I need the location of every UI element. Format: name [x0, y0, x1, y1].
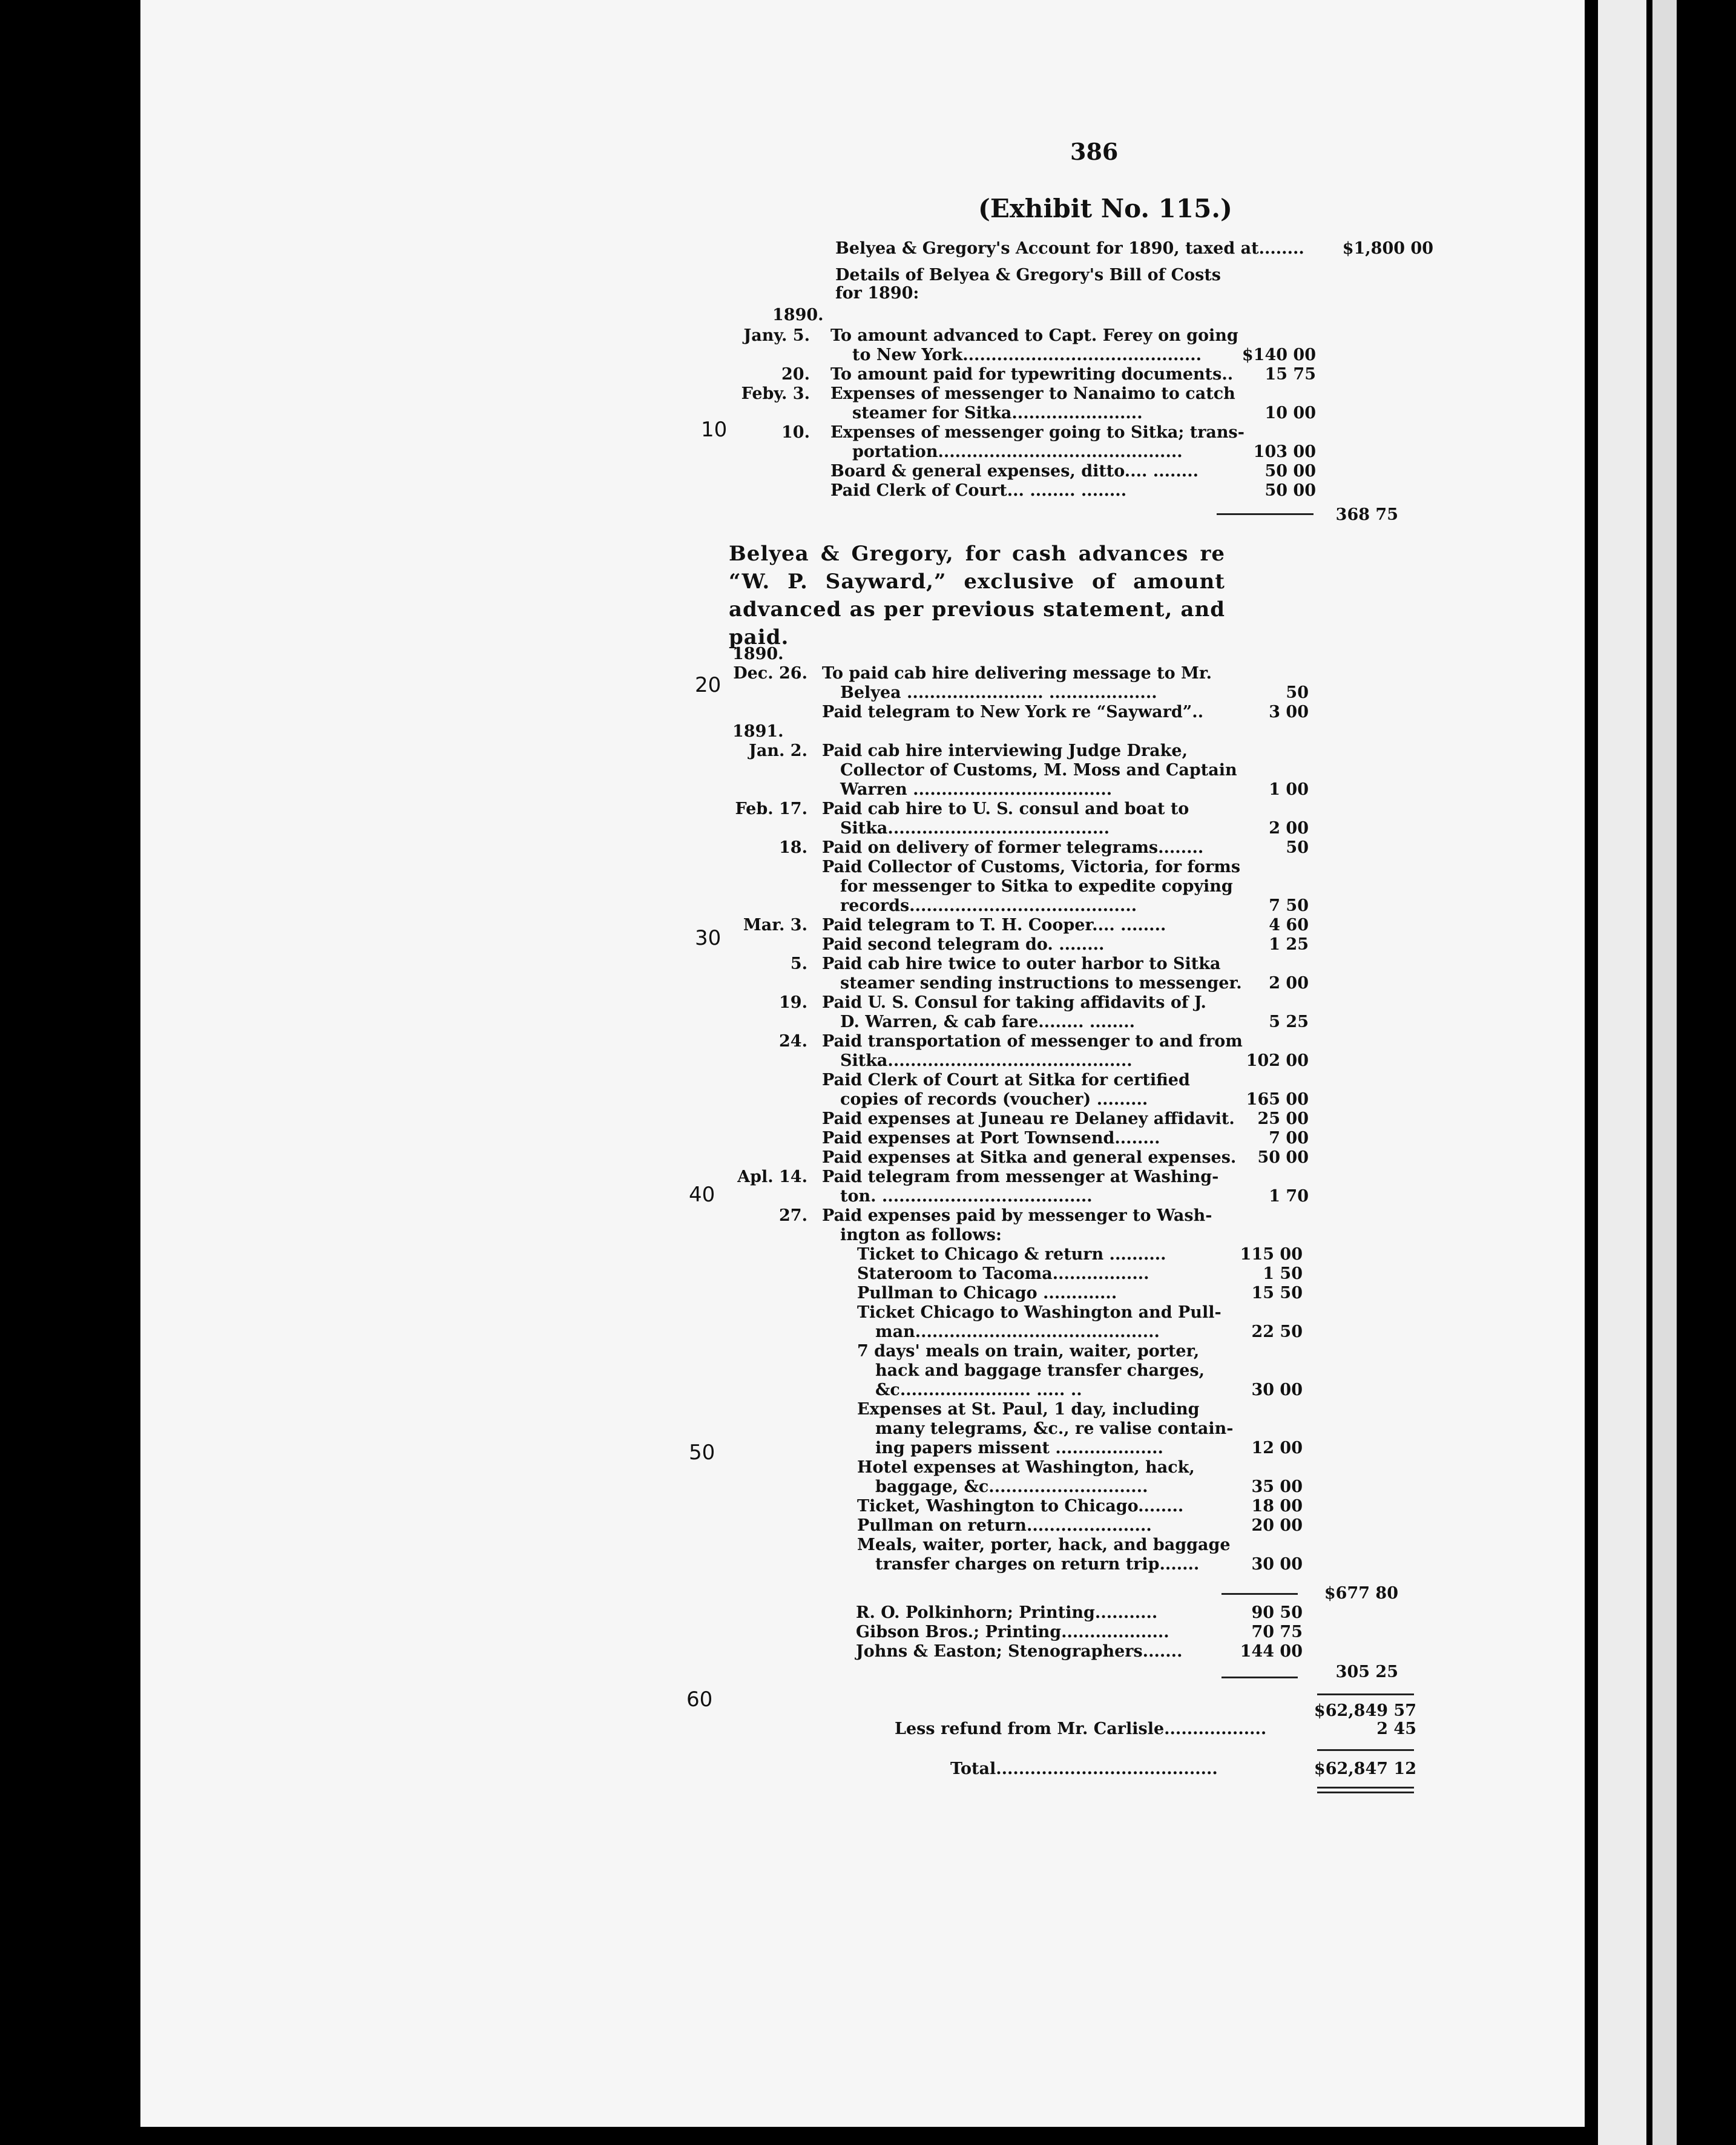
cash-amount: 50 00 [1257, 1148, 1309, 1167]
detail-line: Expenses of messenger to Nanaimo to catch [830, 384, 1235, 403]
account-line-amount: $1,800 00 [1342, 239, 1433, 258]
washington-line: Expenses at St. Paul, 1 day, including [857, 1400, 1200, 1419]
cash-amount: 2 00 [1269, 819, 1309, 838]
detail-line: Paid Clerk of Court... ........ ........ [830, 481, 1127, 500]
cash-line: Warren ................................... [840, 780, 1113, 799]
cash-line: Sitka........................................... [840, 1051, 1133, 1070]
detail-date: Feby. 3. [741, 384, 810, 403]
cash-line: Paid second telegram do. ........ [822, 935, 1105, 954]
total-double-rule-2 [1317, 1792, 1414, 1793]
detail-date: 20. [781, 365, 810, 384]
cash-line: Paid on delivery of former telegrams........ [822, 838, 1204, 857]
washington-line: 7 days' meals on train, waiter, porter, [857, 1342, 1200, 1361]
cash-line: ton. ..................................... [840, 1187, 1093, 1206]
adjacent-page-edge [1598, 0, 1646, 2145]
cash-date: Apl. 14. [737, 1168, 807, 1186]
total-double-rule-1 [1317, 1787, 1414, 1789]
adjacent-page-edge-2 [1652, 0, 1677, 2145]
cash-line: Paid expenses at Port Townsend........ [822, 1129, 1160, 1148]
cash-amount: 7 00 [1269, 1129, 1309, 1148]
cash-line: Paid cab hire twice to outer harbor to Sitka [822, 954, 1221, 973]
detail-amount: 50 00 [1264, 462, 1316, 481]
margin-number: 20 [695, 673, 722, 697]
grand-rule [1317, 1693, 1414, 1695]
cash-advances-heading: Belyea & Gregory, for cash advances re “W. P. Sayward,” exclusive of amount advanced as per previous statement, and paid. [729, 542, 1225, 649]
cash-line: To paid cab hire delivering message to Mr. [822, 664, 1212, 683]
cash-amount: 102 00 [1246, 1051, 1309, 1070]
cash-line: copies of records (voucher) ......... [840, 1090, 1148, 1109]
printing-amount: 144 00 [1240, 1642, 1303, 1661]
washington-amount: 15 50 [1251, 1284, 1303, 1302]
washington-amount: 12 00 [1251, 1439, 1303, 1457]
cash-date: 24. [779, 1032, 807, 1051]
page-number: 386 [1070, 138, 1119, 165]
washington-amount: 35 00 [1251, 1477, 1303, 1496]
printing-line: Johns & Easton; Stenographers....... [856, 1642, 1183, 1661]
cash-line: Paid telegram to New York re “Sayward”.. [822, 703, 1204, 721]
refund-amount: 2 45 [1376, 1720, 1416, 1738]
total-text: Total....................................... [950, 1759, 1218, 1778]
printing-line: Gibson Bros.; Printing................... [856, 1623, 1169, 1641]
washington-line: transfer charges on return trip....... [875, 1555, 1200, 1574]
cash-amount: 50 [1286, 838, 1309, 857]
cash-date: 5. [790, 954, 807, 973]
cash-line: steamer sending instructions to messenger. [840, 974, 1242, 993]
scan-bottom-border [140, 2127, 1585, 2145]
cash-amount: 5 25 [1269, 1013, 1309, 1031]
detail-line: Board & general expenses, ditto.... ........ [830, 462, 1199, 481]
washington-line: Pullman on return...................... [857, 1516, 1152, 1535]
cash-line: Paid transportation of messenger to and from [822, 1032, 1243, 1051]
total-amount: $62,847 12 [1314, 1759, 1416, 1778]
washington-amount: 1 50 [1263, 1264, 1303, 1283]
margin-number: 50 [689, 1440, 715, 1465]
cash-date: 18. [779, 838, 807, 857]
cash-date: Jan. 2. [749, 741, 807, 760]
cash-date: Mar. 3. [743, 916, 807, 935]
washington-line: Ticket, Washington to Chicago........ [857, 1497, 1184, 1516]
cash-amount: 1 70 [1269, 1187, 1309, 1206]
cash-line: Paid U. S. Consul for taking affidavits of J. [822, 993, 1206, 1012]
details-title: Details of Belyea & Gregory's Bill of Costs for 1890: [835, 266, 1221, 303]
detail-line: Expenses of messenger going to Sitka; trans- [830, 423, 1244, 442]
washington-line: Meals, waiter, porter, hack, and baggage [857, 1536, 1231, 1554]
detail-amount: 10 00 [1264, 404, 1316, 422]
cash-date: 27. [779, 1206, 807, 1225]
washington-amount: 115 00 [1240, 1245, 1303, 1264]
cash-line: Sitka....................................... [840, 819, 1110, 838]
detail-amount: 50 00 [1264, 481, 1316, 500]
washington-amount: 30 00 [1251, 1381, 1303, 1399]
detail-date: Jany. 5. [743, 326, 810, 345]
cash-line: Paid Clerk of Court at Sitka for certified [822, 1071, 1190, 1089]
washington-line: &c....................... ..... .. [875, 1381, 1082, 1399]
cash-amount: 2 00 [1269, 974, 1309, 993]
cash-date: Dec. 26. [733, 664, 807, 683]
cash-amount: 1 00 [1269, 780, 1309, 799]
washington-amount: 18 00 [1251, 1497, 1303, 1516]
washington-amount: 30 00 [1251, 1555, 1303, 1574]
washington-amount: 20 00 [1251, 1516, 1303, 1535]
printing-amount: 70 75 [1251, 1623, 1303, 1641]
washington-line: Hotel expenses at Washington, hack, [857, 1458, 1195, 1477]
cash-line: records........................................ [840, 896, 1137, 915]
washington-line: baggage, &c............................ [875, 1477, 1148, 1496]
cash-line: Belyea ........................ ................... [840, 683, 1157, 702]
cash-amount: 50 [1286, 683, 1309, 702]
margin-number: 40 [689, 1183, 715, 1207]
cash-date: Feb. 17. [735, 800, 807, 818]
detail-line: To amount paid for typewriting documents.. [830, 365, 1234, 384]
washington-line: hack and baggage transfer charges, [875, 1361, 1205, 1380]
cash-line: Paid expenses paid by messenger to Wash- [822, 1206, 1212, 1225]
printing-line: R. O. Polkinhorn; Printing........... [856, 1603, 1158, 1622]
cash-year: 1891. [732, 722, 784, 741]
cash-amount: 1 25 [1269, 935, 1309, 954]
account-line-text: Belyea & Gregory's Account for 1890, taxed at........ [835, 239, 1304, 258]
detail-line: To amount advanced to Capt. Ferey on going [830, 326, 1238, 345]
margin-number: 60 [686, 1687, 713, 1712]
detail-line: to New York.......................................... [852, 346, 1202, 364]
detail-amount: 15 75 [1264, 365, 1316, 384]
detail-amount: $140 00 [1241, 346, 1316, 364]
details-total: 368 75 [1335, 505, 1398, 524]
cash-line: for messenger to Sitka to expedite copying [840, 877, 1233, 896]
cash-line: Paid expenses at Juneau re Delaney affidavit. [822, 1109, 1235, 1128]
cash-subtotal: $677 80 [1324, 1584, 1398, 1603]
exhibit-title: (Exhibit No. 115.) [978, 194, 1232, 223]
cash-line: Paid cab hire interviewing Judge Drake, [822, 741, 1188, 760]
cash-date: 19. [779, 993, 807, 1012]
cash-line: Collector of Customs, M. Moss and Captain [840, 761, 1237, 780]
cash-amount: 4 60 [1269, 916, 1309, 935]
cash-year: 1890. [732, 645, 784, 663]
margin-number: 10 [701, 418, 728, 442]
cash-amount: 165 00 [1246, 1090, 1309, 1109]
margin-number: 30 [695, 926, 722, 950]
washington-line: many telegrams, &c., re valise contain- [875, 1419, 1234, 1438]
washington-line: ing papers missent ................... [875, 1439, 1163, 1457]
details-year: 1890. [772, 306, 824, 324]
cash-amount: 3 00 [1269, 703, 1309, 721]
printing-total: 305 25 [1335, 1663, 1398, 1681]
cash-line: Paid Collector of Customs, Victoria, for forms [822, 858, 1241, 876]
cash-amount: 25 00 [1257, 1109, 1309, 1128]
detail-date: 10. [781, 423, 810, 442]
total-rule [1317, 1749, 1414, 1751]
cash-line: D. Warren, & cab fare........ ........ [840, 1013, 1136, 1031]
cash-line: Paid telegram from messenger at Washing- [822, 1168, 1219, 1186]
cash-line: Paid expenses at Sitka and general expenses. [822, 1148, 1237, 1167]
detail-amount: 103 00 [1253, 442, 1316, 461]
washington-line: Pullman to Chicago ............. [857, 1284, 1117, 1302]
grand-before-refund: $62,849 57 [1314, 1701, 1416, 1720]
washington-line: Ticket to Chicago & return .......... [857, 1245, 1166, 1264]
washington-line: Ticket Chicago to Washington and Pull- [857, 1303, 1221, 1322]
cash-amount: 7 50 [1269, 896, 1309, 915]
refund-text: Less refund from Mr. Carlisle.................. [895, 1720, 1267, 1738]
cash-line: Paid telegram to T. H. Cooper.... ........ [822, 916, 1166, 935]
cash-line: ington as follows: [840, 1226, 1002, 1244]
detail-line: steamer for Sitka....................... [852, 404, 1143, 422]
cash-line: Paid cab hire to U. S. consul and boat to [822, 800, 1189, 818]
washington-line: man........................................... [875, 1322, 1160, 1341]
detail-line: portation........................................... [852, 442, 1183, 461]
washington-line: Stateroom to Tacoma................. [857, 1264, 1149, 1283]
washington-amount: 22 50 [1251, 1322, 1303, 1341]
printing-amount: 90 50 [1251, 1603, 1303, 1622]
